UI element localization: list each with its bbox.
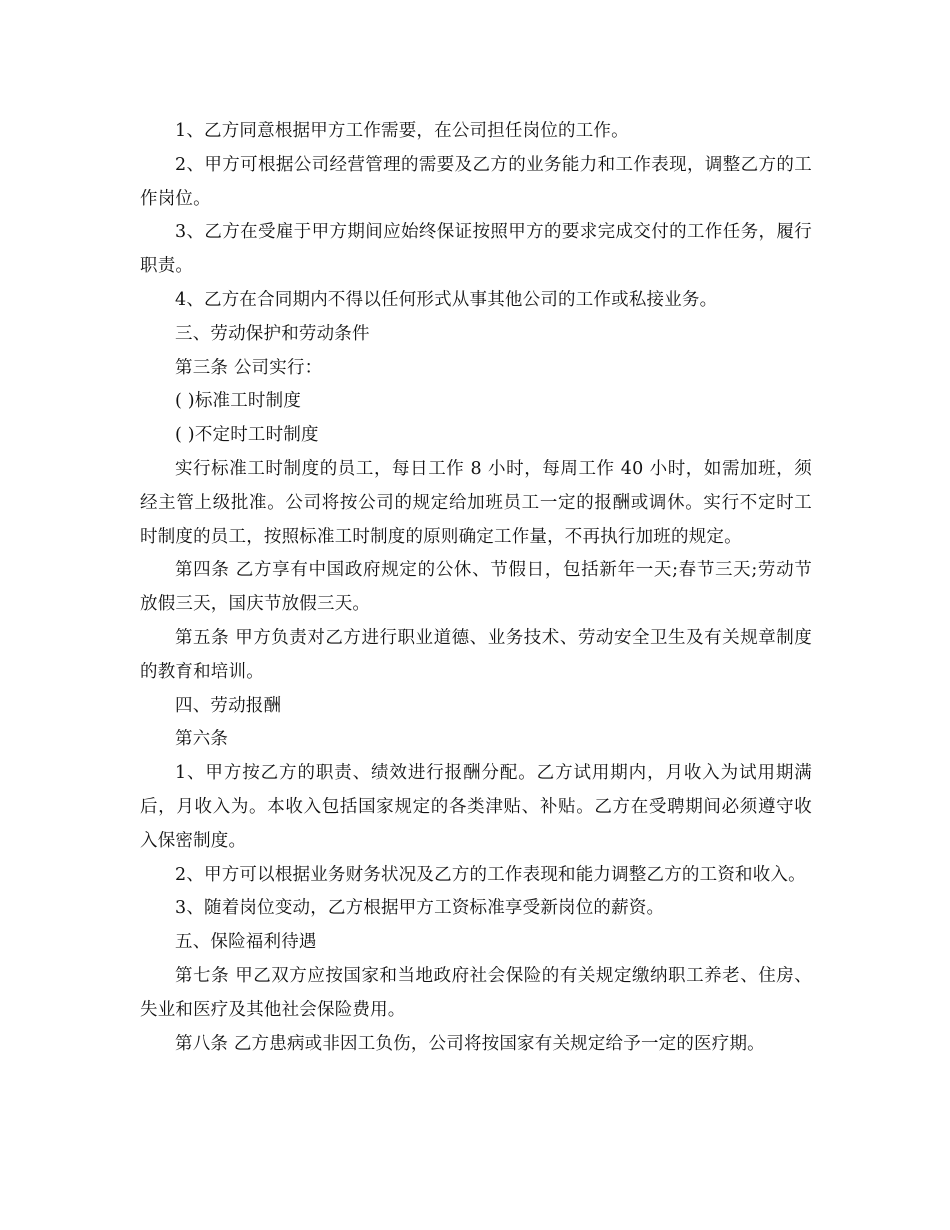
paragraph: 2、甲方可以根据业务财务状况及乙方的工作表现和能力调整乙方的工资和收入。 [175,864,806,885]
section-heading: 三、劳动保护和劳动条件 [175,323,370,344]
article-paragraph: 第八条 乙方患病或非因工负伤，公司将按国家有关规定给予一定的医疗期。 [175,1033,765,1054]
article-paragraph: 第五条 甲方负责对乙方进行职业道德、业务技术、劳动安全卫生及有关规章制度的教育和培训。 [140,627,812,682]
section-heading: 四、劳动报酬 [175,695,282,716]
paragraph: 3、乙方在受雇于甲方期间应始终保证按照甲方的要求完成交付的工作任务，履行职责。 [140,222,812,277]
paragraph: 1、甲方按乙方的职责、绩效进行报酬分配。乙方试用期内，月收入为试用期满后，月收入为。本收入包括国家规定的各类津贴、补贴。乙方在受聘期间必须遵守收入保密制度。 [140,763,812,851]
option-item: ( )标准工时制度 [175,391,302,412]
paragraph: 2、甲方可根据公司经营管理的需要及乙方的业务能力和工作表现，调整乙方的工作岗位。 [140,154,812,209]
paragraph: 1、乙方同意根据甲方工作需要，在公司担任岗位的工作。 [175,121,629,141]
article-paragraph: 第四条 乙方享有中国政府规定的公休、节假日，包括新年一天;春节三天;劳动节放假三天，国庆节放假三天。 [140,560,812,615]
article-heading: 第三条 公司实行： [175,357,323,378]
section-heading: 五、保险福利待遇 [175,932,317,953]
article-paragraph: 第七条 甲乙双方应按国家和当地政府社会保险的有关规定缴纳职工养老、住房、失业和医疗及其他社会保险费用。 [140,965,812,1020]
paragraph: 4、乙方在合同期内不得以任何形式从事其他公司的工作或私接业务。 [175,289,718,310]
document-body [140,115,812,1061]
article-heading: 第六条 [175,729,229,750]
paragraph: 实行标准工时制度的员工，每日工作 8 小时，每周工作 40 小时，如需加班，须经主管上级批准。公司将按公司的规定给加班员工一定的报酬或调休。实行不定时工时制度的员工，按照标准工时制度的原则确定工作量，不再执行加班的规定。 [140,458,812,547]
paragraph: 3、随着岗位变动，乙方根据甲方工资标准享受新岗位的薪资。 [175,898,665,919]
option-item: ( )不定时工时制度 [175,425,319,446]
